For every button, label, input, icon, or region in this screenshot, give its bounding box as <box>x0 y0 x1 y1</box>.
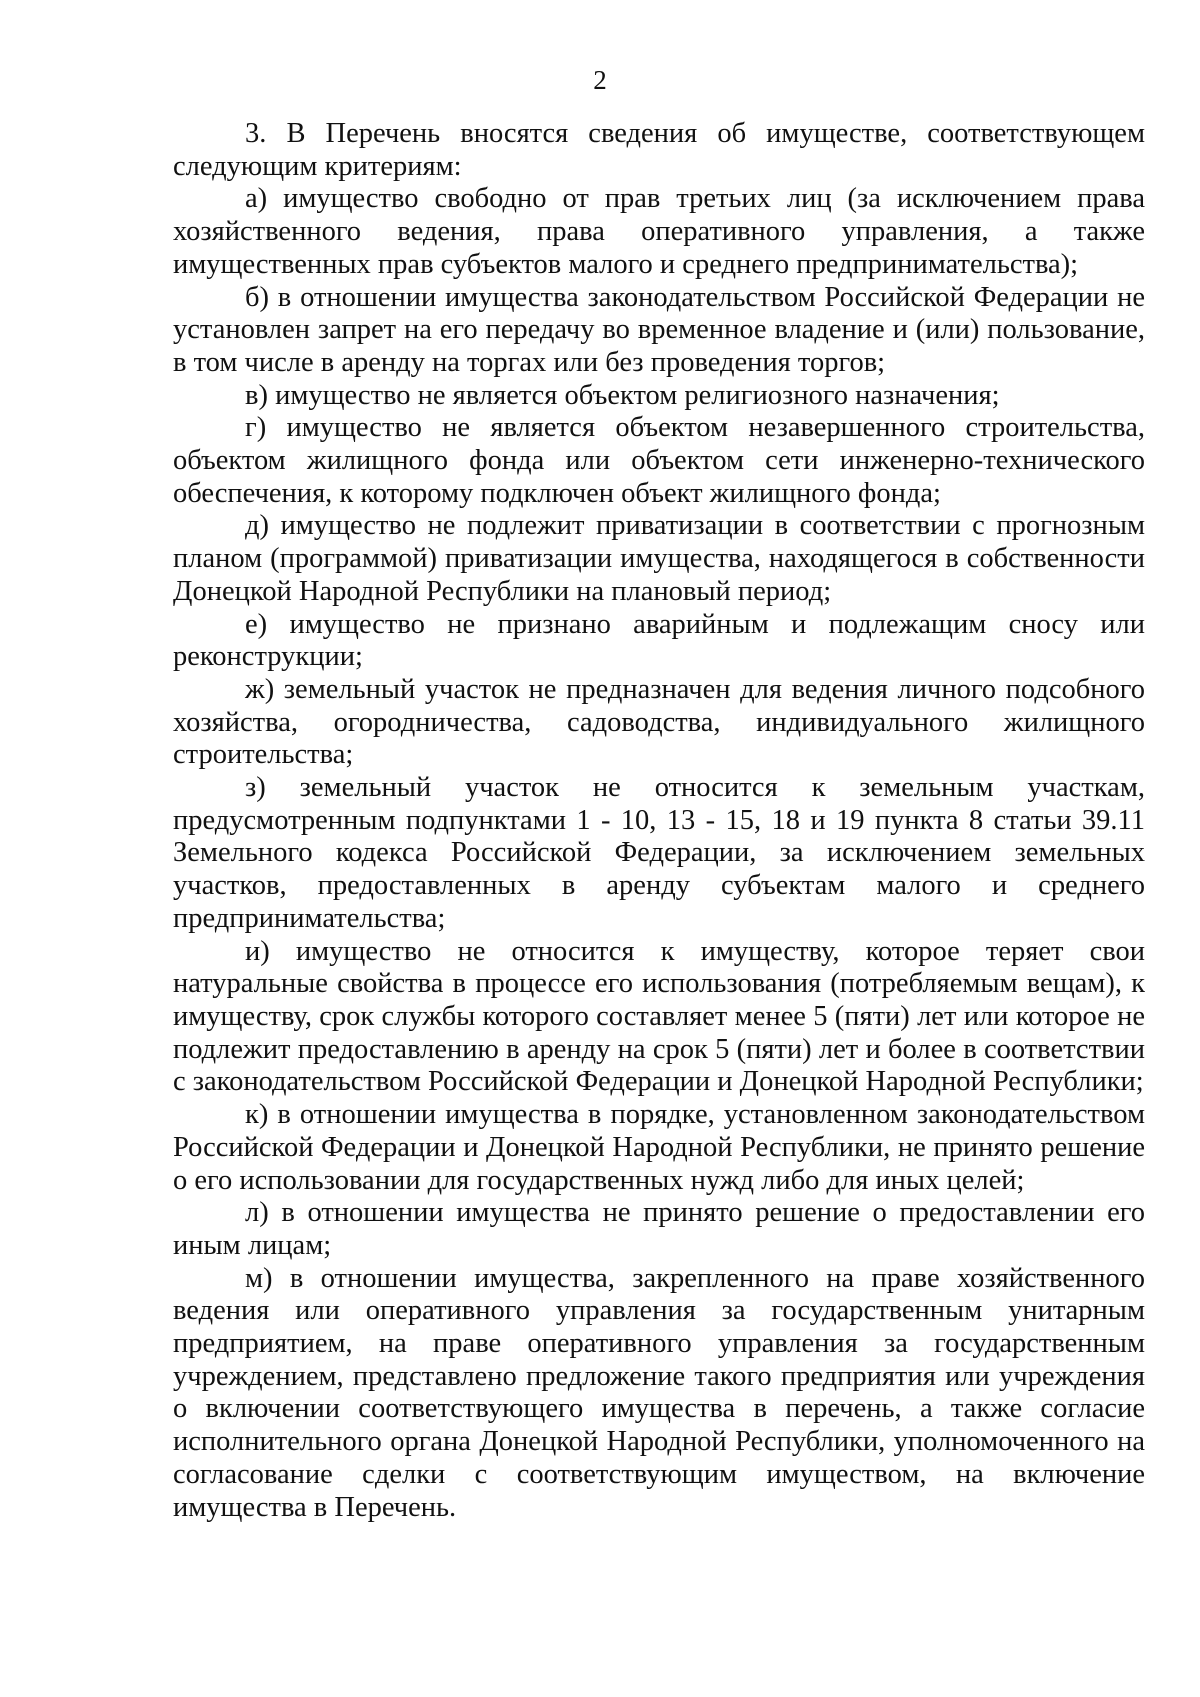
paragraph-3-intro: 3. В Перечень вносятся сведения об имуществе, соответствующем следующим критериям: <box>173 118 1145 182</box>
paragraph-item-k: к) в отношении имущества в порядке, установленном законодательством Российской Федерации и Донецкой Народной Республики, не принято решение о его использовании для государственных нужд либо для иных целей; <box>173 1099 1145 1196</box>
paragraph-item-i: и) имущество не относится к имуществу, которое теряет свои натуральные свойства в процессе его использования (потребляемым вещам), к имуществу, срок службы которого составляет менее 5 (пяти) лет или которое не подлежит предоставлению в аренду на срок 5 (пяти) лет и более в соответствии с законодательством Российской Федерации и Донецкой Народной Республики; <box>173 935 1145 1098</box>
paragraph-item-e: е) имущество не признано аварийным и подлежащим сносу или реконструкции; <box>173 608 1145 673</box>
paragraph-item-d: д) имущество не подлежит приватизации в соответствии с прогнозным планом (программой) приватизации имущества, находящегося в собственности Донецкой Народной Республики на плановый период; <box>173 510 1145 607</box>
page-number: 2 <box>593 65 607 95</box>
paragraph-item-z: з) земельный участок не относится к земельным участкам, предусмотренным подпунктами 1 - 10, 13 - 15, 18 и 19 пункта 8 статьи 39.11 Земельного кодекса Российской Федерации, за исключением земельных участков, предоставленных в аренду субъектам малого и среднего предпринимательства; <box>173 772 1145 934</box>
paragraph-item-m: м) в отношении имущества, закрепленного на праве хозяйственного ведения или оперативного управления за государственным унитарным предприятием, на праве оперативного управления за государственным учреждением, представлено предложение такого предприятия или учреждения о включении соответствующего имущества в перечень, а также согласие исполнительного органа Донецкой Народной Республики, уполномоченного на согласование сделки с соответствующим имуществом, на включение имущества в Перечень. <box>173 1262 1145 1523</box>
paragraph-item-l: л) в отношении имущества не принято решение о предоставлении его иным лицам; <box>173 1197 1145 1261</box>
paragraph-item-b: б) в отношении имущества законодательством Российской Федерации не установлен запрет на его передачу во временное владение и (или) пользование, в том числе в аренду на торгах или без проведения торгов; <box>173 281 1145 378</box>
paragraph-item-zh: ж) земельный участок не предназначен для ведения личного подсобного хозяйства, огородничества, садоводства, индивидуального жилищного строительства; <box>173 673 1145 771</box>
paragraph-item-a: а) имущество свободно от прав третьих лиц (за исключением права хозяйственного ведения, права оперативного управления, а также имущественных прав субъектов малого и среднего предпринимательства); <box>173 183 1145 280</box>
paragraph-item-v: в) имущество не является объектом религиозного назначения; <box>245 379 1000 411</box>
document-body <box>173 118 1145 1524</box>
paragraph-item-g: г) имущество не является объектом незавершенного строительства, объектом жилищного фонда или объектом сети инженерно-технического обеспечения, к которому подключен объект жилищного фонда; <box>173 412 1145 509</box>
